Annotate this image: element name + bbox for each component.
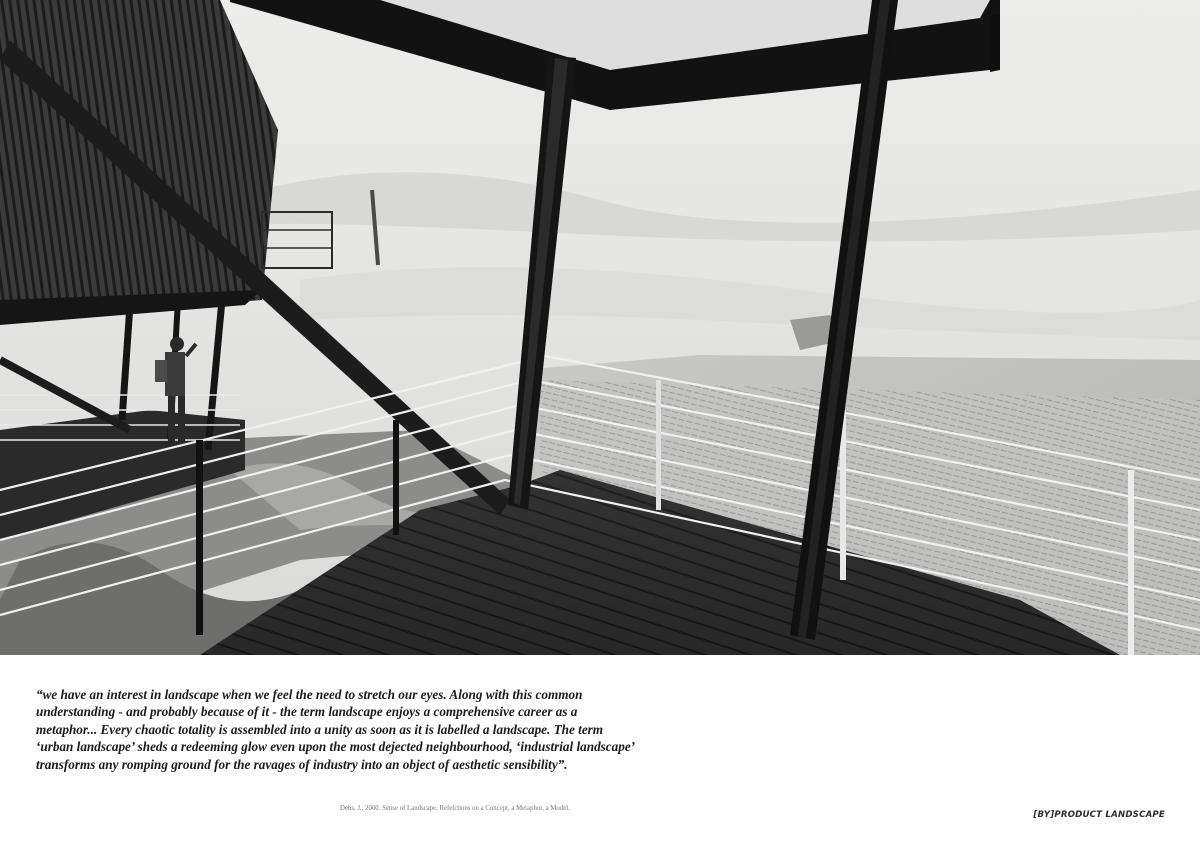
project-title: [BY]PRODUCT LANDSCAPE [1033, 810, 1165, 820]
citation: Debs, J., 2000. Sense of Landscape, Refelctions on a Concept, a Metaphor, a Model. [340, 805, 570, 812]
landscape-quote: “we have an interest in landscape when we feel the need to stretch our eyes. Along with this common understanding - and probably because of it - the term landscape enjoys a comprehensive career as a metaphor... Every chaotic totality is assembled into a unity as soon as it is labelled a landscape. The term ‘urban landscape’ sheds a redeeming glow even upon the most dejected neighbourhood, ‘industrial landscape’ transforms any romping ground for the ravages of industry into an object of aesthetic sensibility”. [36, 687, 635, 772]
